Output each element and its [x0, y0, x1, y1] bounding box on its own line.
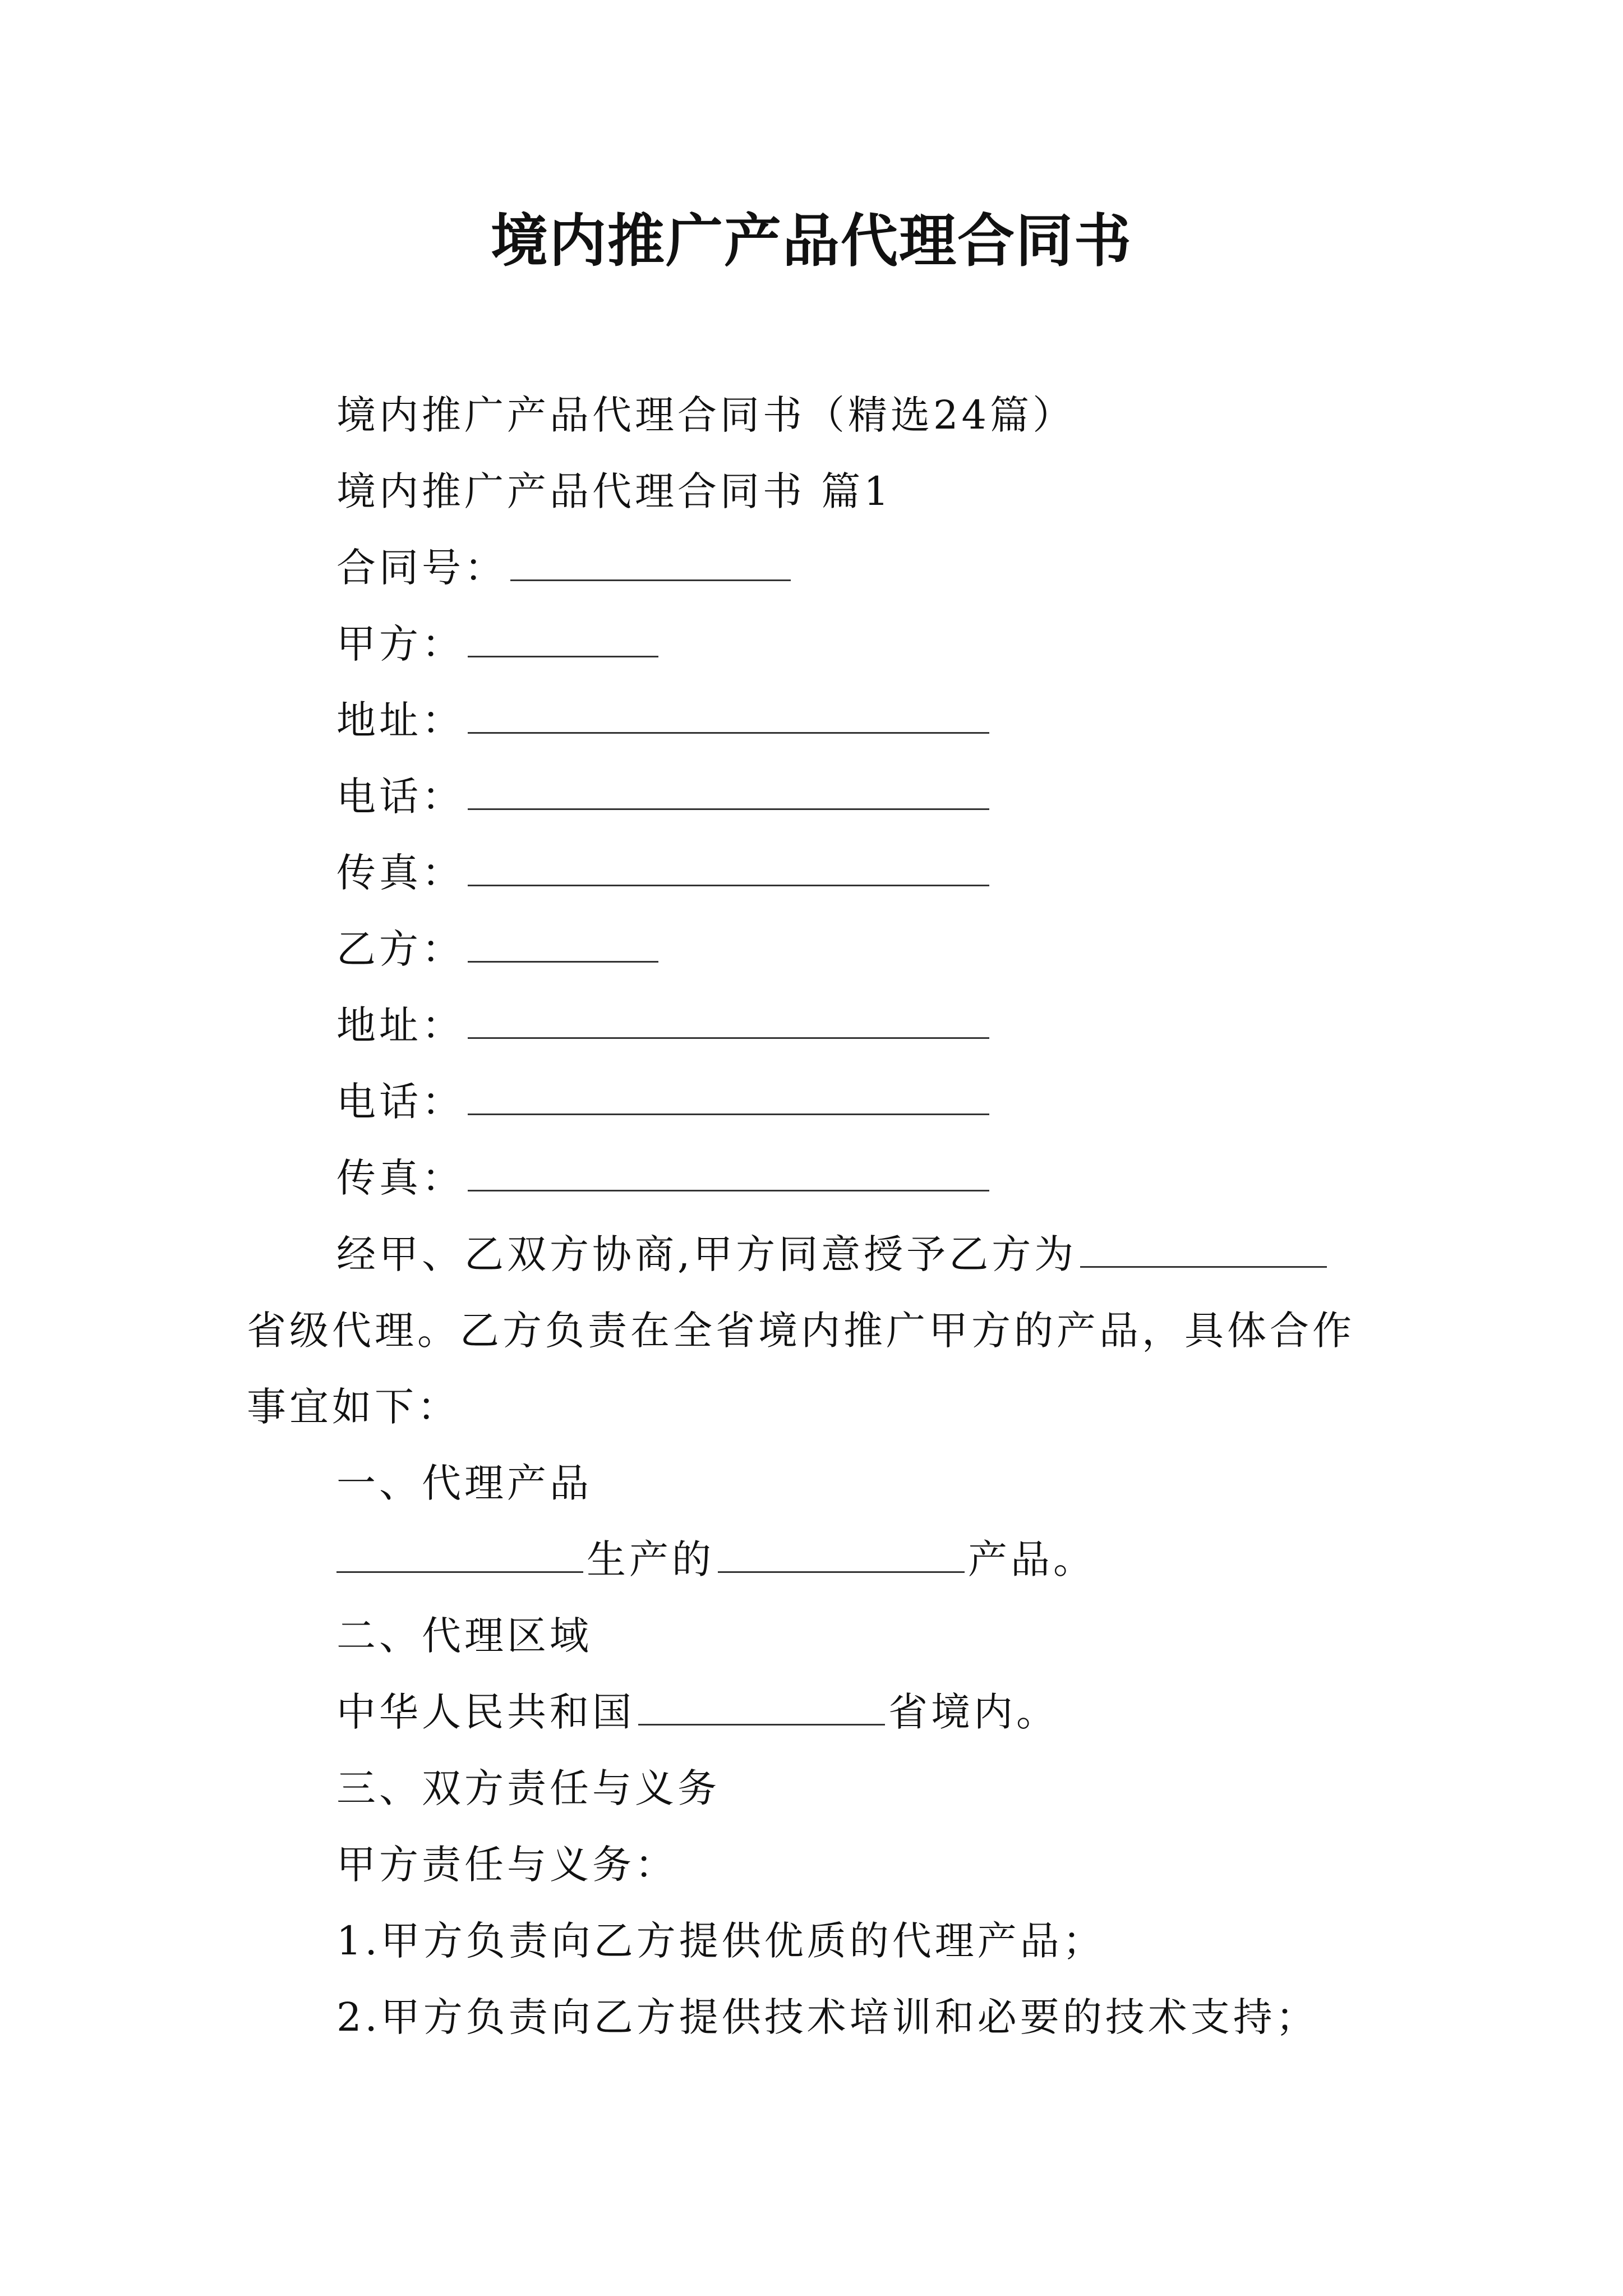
party-a-row — [336, 616, 662, 672]
party-b-phone-label: 电话： — [336, 1079, 464, 1125]
contract-number-row — [336, 540, 794, 596]
party-b-fax-row — [336, 1150, 993, 1206]
intro-text-1: 经甲、乙双方协商,甲方同意授予乙方为 — [336, 1231, 1077, 1277]
section-heading: 境内推广产品代理合同书 篇1 — [336, 468, 892, 514]
intro-line-1 — [336, 1226, 1330, 1282]
contract-number-blank — [510, 542, 791, 581]
clause-3-heading: 三、双方责任与义务 — [336, 1765, 720, 1811]
party-a-label: 甲方： — [336, 621, 464, 667]
province-blank — [638, 1687, 885, 1726]
clause-2-end-text: 省境内。 — [888, 1689, 1059, 1735]
clause-2-heading: 二、代理区域 — [336, 1613, 592, 1659]
clause-2-body — [336, 1684, 1059, 1740]
party-a-phone-label: 电话： — [336, 774, 464, 820]
party-b-fax-label: 传真： — [336, 1155, 464, 1201]
agent-level-blank — [1080, 1229, 1327, 1268]
party-a-address-blank — [468, 695, 989, 734]
party-b-phone-blank — [468, 1076, 989, 1115]
contract-number-label: 合同号： — [336, 545, 507, 591]
document-title: 境内推广产品代理合同书 — [491, 208, 1132, 275]
duty-item-2: 2.甲方负责向乙方提供技术培训和必要的技术支持； — [336, 1994, 1318, 2040]
party-a-fax-blank — [468, 848, 989, 886]
party-b-address-blank — [468, 1000, 989, 1039]
party-a-address-row — [336, 692, 993, 748]
clause-1-mid-text: 生产的 — [587, 1536, 714, 1582]
party-b-address-row — [336, 997, 993, 1053]
document-subtitle: 境内推广产品代理合同书（精选24篇） — [336, 392, 1076, 438]
party-b-label: 乙方： — [336, 926, 464, 972]
party-a-fax-label: 传真： — [336, 850, 464, 896]
party-a-phone-blank — [468, 771, 989, 810]
intro-line-3: 事宜如下： — [247, 1384, 460, 1430]
party-b-row — [336, 921, 662, 977]
clause-1-heading: 一、代理产品 — [336, 1460, 592, 1506]
party-a-fax-row — [336, 845, 993, 901]
party-b-address-label: 地址： — [336, 1002, 464, 1048]
duty-item-1: 1.甲方负责向乙方提供优质的代理产品； — [336, 1918, 1105, 1964]
party-b-fax-blank — [468, 1153, 989, 1191]
party-a-blank — [468, 619, 658, 657]
product-blank — [718, 1534, 965, 1573]
party-a-duties-heading: 甲方责任与义务： — [336, 1842, 677, 1888]
party-b-blank — [468, 924, 658, 963]
intro-line-2: 省级代理。乙方负责在全省境内推广甲方的产品，具体合作 — [247, 1308, 1355, 1354]
clause-1-body — [336, 1531, 1096, 1588]
party-a-phone-row — [336, 769, 993, 825]
clause-1-end-text: 产品。 — [968, 1536, 1096, 1582]
party-a-address-label: 地址： — [336, 697, 464, 743]
party-b-phone-row — [336, 1074, 993, 1130]
manufacturer-blank — [336, 1534, 583, 1573]
clause-2-start-text: 中华人民共和国 — [336, 1689, 635, 1735]
